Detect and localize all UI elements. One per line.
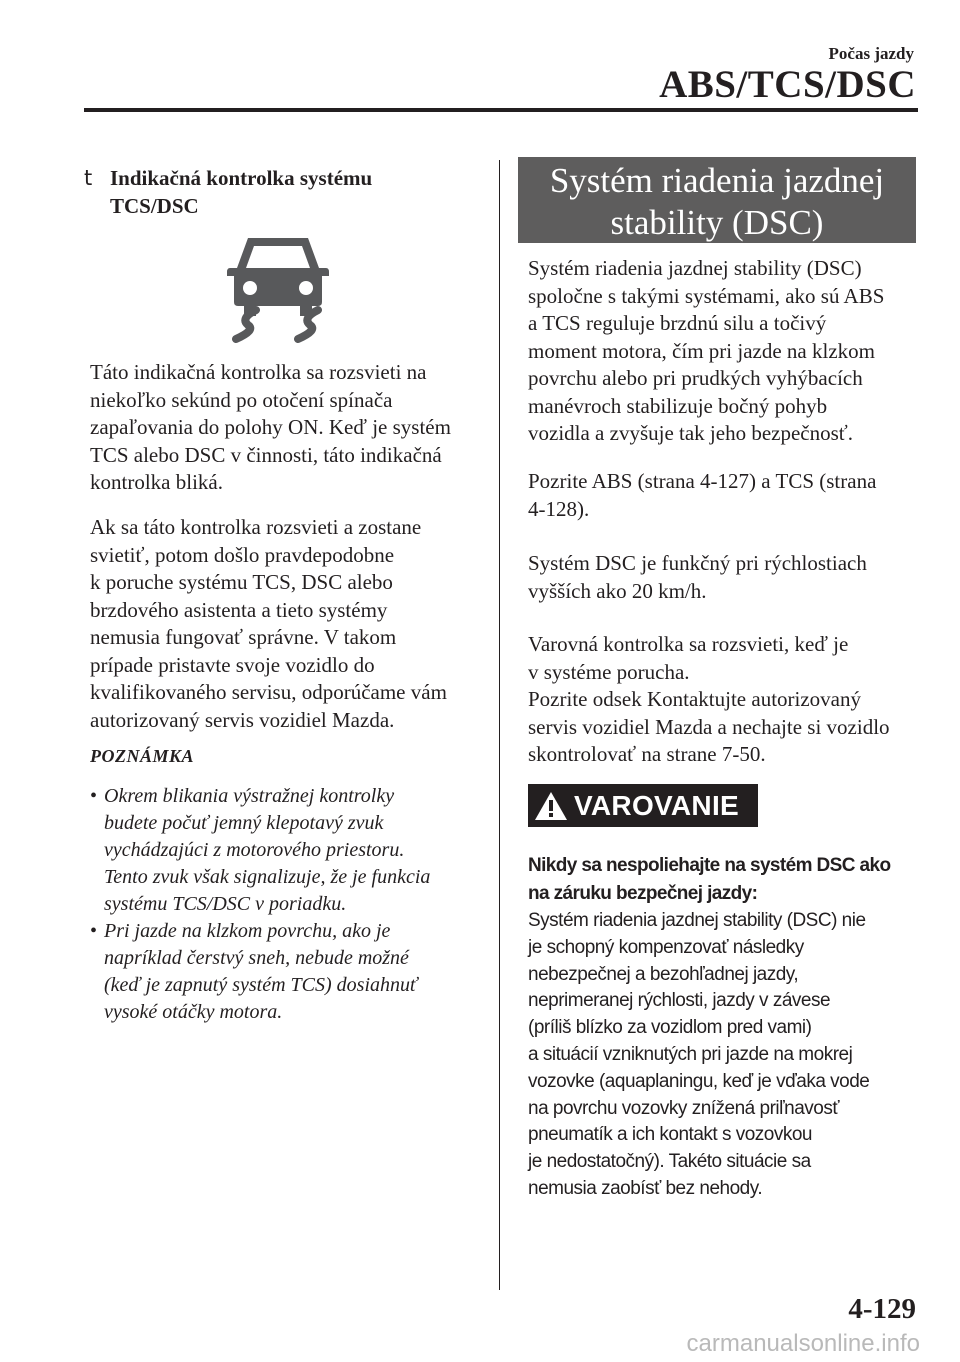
- subsection-heading-line: TCS/DSC: [110, 194, 199, 218]
- text-line: TCS alebo DSC v činnosti, táto indikačná: [90, 442, 442, 467]
- malfunction-description: [90, 514, 482, 734]
- note-item: [90, 783, 482, 918]
- text-line: Okrem blikania výstražnej kontrolky: [104, 785, 395, 807]
- text-line: vozidla a zvyšuje tak jeho bezpečnosť.: [528, 421, 854, 445]
- running-header-subtitle: Počas jazdy: [828, 44, 914, 63]
- text-line: systému TCS/DSC v poriadku.: [104, 893, 347, 915]
- text-line: moment motora, čím pri jazde na klzkom: [528, 338, 875, 363]
- text-line: napríklad čerstvý sneh, nebude možné: [104, 947, 409, 969]
- text-line: brzdového asistenta a tieto systémy: [90, 597, 388, 622]
- indicator-description: [90, 359, 482, 497]
- running-header-title: ABS/TCS/DSC: [659, 63, 916, 106]
- subsection-marker: t: [84, 166, 93, 190]
- text-line: neprimeranej rýchlosti, jazdy v závese: [528, 990, 831, 1012]
- dsc-description: [528, 255, 918, 448]
- subsection-heading-line: Indikačná kontrolka systému: [110, 166, 373, 190]
- page-number: 4-129: [848, 1293, 916, 1325]
- text-line: nebezpečnej a bezohľadnej jazdy,: [528, 963, 799, 985]
- speed-info: [528, 550, 918, 605]
- text-line: vychádzajúci z motorového priestoru.: [104, 839, 405, 861]
- text-line: Táto indikačná kontrolka sa rozsvieti na: [90, 360, 427, 384]
- text-line: vyšších ako 20 km/h.: [528, 578, 707, 603]
- warning-label: VAROVANIE: [574, 789, 740, 821]
- text-line: Ak sa táto kontrolka rozsvieti a zostane: [90, 515, 422, 539]
- text-line: a TCS reguluje brzdnú silu a točivý: [528, 311, 827, 335]
- text-line: spoločne s takými systémami, ako sú ABS: [528, 283, 885, 308]
- text-line: nemusia fungovať správne. V takom: [90, 625, 397, 649]
- column-divider: [499, 160, 500, 1290]
- text-line: (keď je zapnutý systém TCS) dosiahnuť: [104, 974, 418, 996]
- warning-triangle-icon: [528, 784, 574, 827]
- text-line: vozovke (aquaplaningu, keď je vďaka vode: [528, 1070, 870, 1092]
- text-line: Varovná kontrolka sa rozsvieti, keď je: [528, 632, 849, 656]
- text-line: Systém riadenia jazdnej stability (DSC) nie: [528, 910, 866, 931]
- warning-light-info: [528, 631, 918, 769]
- bullet-icon: •: [90, 920, 98, 942]
- note-list: [90, 783, 482, 1026]
- text-line: nemusia zaobísť bez nehody.: [528, 1177, 763, 1199]
- text-line: Pozrite ABS (strana 4-127) a TCS (strana: [528, 469, 877, 493]
- text-line: autorizovaný servis vozidiel Mazda.: [90, 707, 395, 732]
- text-line: Systém DSC je funkčný pri rýchlostiach: [528, 551, 867, 575]
- text-line: (príliš blízko za vozidlom pred vami): [528, 1017, 812, 1039]
- text-line: skontrolovať na strane 7-50.: [528, 742, 766, 766]
- note-heading: POZNÁMKA: [90, 746, 195, 766]
- text-line: budete počuť jemný klepotavý zvuk: [104, 812, 384, 834]
- warning-headline: [528, 852, 920, 908]
- note-item: [90, 918, 482, 1026]
- bullet-icon: •: [90, 785, 98, 807]
- text-line: Nikdy sa nespoliehajte na systém DSC ako: [528, 855, 891, 876]
- text-line: svietiť, potom došlo pravdepodobne: [90, 542, 395, 567]
- text-line: servis vozidiel Mazda a nechajte si vozidlo: [528, 714, 890, 739]
- header-rule: [84, 108, 918, 112]
- text-line: je nedostatočný). Takéto situácie sa: [528, 1151, 811, 1173]
- text-line: kontrolka bliká.: [90, 470, 223, 494]
- text-line: kvalifikovaného servisu, odporúčame vám: [90, 680, 447, 704]
- section-title-line: Systém riadenia jazdnej: [549, 161, 885, 200]
- text-line: Tento zvuk však signalizuje, že je funkcia: [104, 866, 431, 888]
- text-line: na záruku bezpečnej jazdy:: [528, 883, 758, 904]
- text-line: je schopný kompenzovať následky: [528, 936, 804, 958]
- warning-badge: [528, 784, 758, 827]
- text-line: Pri jazde na klzkom povrchu, ako je: [104, 920, 391, 942]
- text-line: 4-128).: [528, 496, 590, 521]
- warning-body: [528, 908, 920, 1203]
- text-line: vysoké otáčky motora.: [104, 1001, 283, 1023]
- text-line: v systéme porucha.: [528, 659, 690, 684]
- text-line: Pozrite odsek Kontaktujte autorizovaný: [528, 687, 861, 711]
- section-title-line: stability (DSC): [610, 203, 824, 242]
- text-line: Systém riadenia jazdnej stability (DSC): [528, 256, 862, 280]
- watermark: carmanualsonline.info: [686, 1330, 920, 1357]
- text-line: manévroch stabilizuje bočný pohyb: [528, 393, 828, 418]
- text-line: povrchu alebo pri prudkých vyhýbacích: [528, 366, 863, 390]
- text-line: zapaľovania do polohy ON. Keď je systém: [90, 415, 451, 439]
- subsection-heading: [110, 164, 480, 220]
- text-line: a situácií vzniknutých pri jazde na mokrej: [528, 1043, 853, 1065]
- text-line: k poruche systému TCS, DSC alebo: [90, 570, 393, 594]
- section-title: [518, 160, 916, 244]
- tcs-dsc-indicator-icon: [226, 232, 330, 344]
- text-line: na povrchu vozovky znížená priľnavosť: [528, 1097, 840, 1119]
- text-line: prípade pristavte svoje vozidlo do: [90, 652, 375, 677]
- text-line: pneumatík a ich kontakt s vozovkou: [528, 1124, 812, 1146]
- text-line: niekoľko sekúnd po otočení spínača: [90, 387, 393, 412]
- cross-reference: [528, 468, 918, 523]
